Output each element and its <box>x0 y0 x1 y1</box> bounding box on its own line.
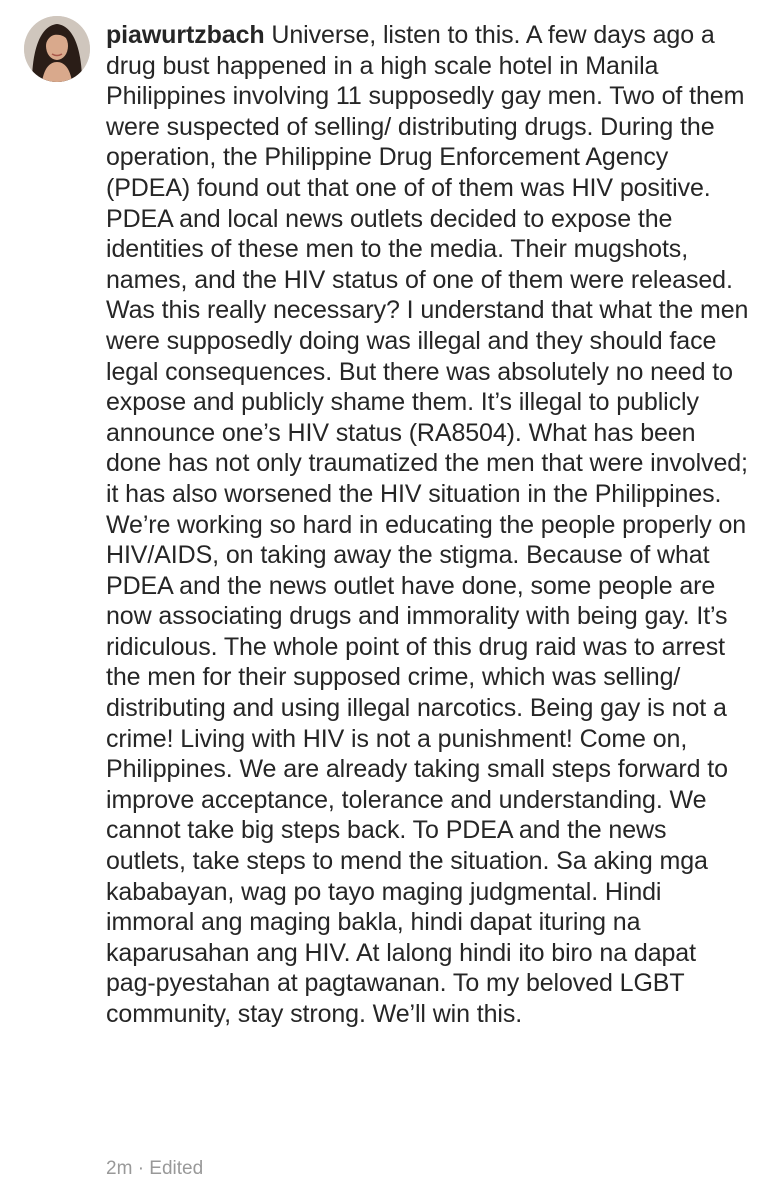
meta-separator: · <box>137 1158 145 1179</box>
comment-body <box>106 20 752 1030</box>
comment-text: Universe, listen to this. A few days ago a drug bust happened in a high scale hotel in Manila Philippines involving 11 supposedly gay men. Two of them were suspected of selling/ distributing drugs. During the operation, the Philippine Drug Enforcement Agency (PDEA) found out that one of of them was HIV positive. PDEA and local news outlets decided to expose the identities of these men to the media. Their mugshots, names, and the HIV status of one of them were released. Was this really necessary? I understand that what the men were supposedly doing was illegal and they should face legal consequences. But there was absolutely no need to expose and publicly shame them. It’s illegal to publicly announce one’s HIV status (RA8504). What has been done has not only traumatized the men that were involved; it has also worsened the HIV situation in the Philippines. We’re working so hard in educating the people properly on HIV/AIDS, on taking away the stigma. Because of what PDEA and the news outlet have done, some people are now associating drugs and immorality with being gay. It’s ridiculous. The whole point of this drug raid was to arrest the men for their supposed crime, which was selling/ distributing and using illegal narcotics. Being gay is not a crime! Living with HIV is not a punishment! Come on, Philippines. We are already taking small steps forward to improve acceptance, tolerance and understanding. We cannot take big steps back. To PDEA and the news outlets, take steps to mend the situation. Sa aking mga kababayan, wag po tayo maging judgmental. Hindi immoral ang maging bakla, hindi dapat ituring na kaparusahan ang HIV. At lalong hindi ito biro na dapat pag-pyestahan at pagtawanan. To my beloved LGBT community, stay strong. We’ll win this. <box>106 21 749 1028</box>
avatar[interactable] <box>24 16 90 82</box>
comment-meta <box>106 1158 203 1180</box>
username-link[interactable]: piawurtzbach <box>106 21 265 49</box>
timestamp[interactable]: 2m <box>106 1158 133 1179</box>
profile-photo-icon <box>24 16 90 82</box>
edited-label: Edited <box>149 1158 204 1179</box>
